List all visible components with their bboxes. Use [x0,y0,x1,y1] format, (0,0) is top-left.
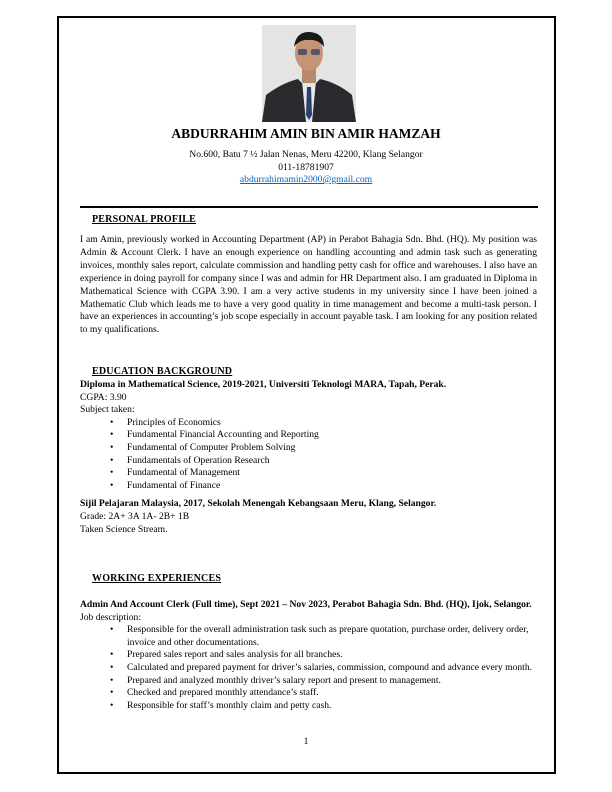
profile-photo [262,25,356,122]
list-item: • Fundamental of Management [80,467,540,480]
list-item: • Fundamental Financial Accounting and Reporting [80,429,540,442]
phone: 011-18781907 [278,162,334,173]
address: No.600, Batu 7 ½ Jalan Nenas, Meru 42200, Klang Selangor [189,149,423,160]
list-item: • Responsible for staff’s monthly claim and petty cash. [80,700,538,713]
cgpa: CGPA: 3.90 [80,391,127,403]
candidate-name: ABDURRAHIM AMIN BIN AMIR HAMZAH [171,126,441,141]
section-heading-education: EDUCATION BACKGROUND [92,366,233,377]
list-item: • Prepared sales report and sales analysis for all branches. [80,649,538,662]
email-link[interactable]: abdurrahimamin2000@gmail.com [239,174,373,185]
divider [80,206,538,208]
spm-stream: Taken Science Stream. [80,523,168,535]
list-item: • Principles of Economics [80,417,540,430]
list-item: • Checked and prepared monthly attendance’s staff. [80,687,538,700]
job-title: Admin And Account Clerk (Full time), Sept 2021 – Nov 2023, Perabot Bahagia Sdn. Bhd. (HQ), Ijok, Selangor. [80,599,532,610]
list-item: • Responsible for the overall administration task such as prepare quotation, purchase order, delivery order, invoice and other documentations. [80,624,538,649]
list-item: • Fundamental of Finance [80,480,540,493]
subjects-label: Subject taken: [80,404,135,416]
subject-list [80,417,540,493]
diploma-title: Diploma in Mathematical Science, 2019-2021, Universiti Teknologi MARA, Tapah, Perak. [80,379,447,390]
list-item: • Prepared and analyzed monthly driver’s salary report and present to management. [80,675,538,688]
list-item: • Fundamentals of Operation Research [80,455,540,468]
section-heading-work: WORKING EXPERIENCES [92,573,222,584]
spm-grade: Grade: 2A+ 3A 1A- 2B+ 1B [80,510,190,522]
list-item: • Calculated and prepared payment for driver’s salaries, commission, compound and advance every month. [80,662,538,675]
job-desc-label: Job description: [80,611,142,623]
page-number: 1 [303,736,309,747]
section-heading-profile: PERSONAL PROFILE [92,214,197,225]
list-item: • Fundamental of Computer Problem Solving [80,442,540,455]
spm-title: Sijil Pelajaran Malaysia, 2017, Sekolah Menengah Kebangsaan Meru, Klang, Selangor. [80,498,437,510]
duty-list [80,624,538,712]
profile-text: I am Amin, previously worked in Accounting Department (AP) in Perabot Bahagia Sdn. Bhd. (HQ). My position was Admin & Account Clerk. I have an enough experience on handling accounting and admin task such as generating invoices, monthly sales report, calculate commission and handling petty cash for office and warehouses. I also have an experience in doing payroll for company since I was and admin for HR Department also. I am graduated in Diploma in Mathematical Science with CGPA 3.90. I am a very active students in my university since I have been joined a Mathematic Club which leads me to have a very good quality in time management and become a multi-task person. I have an experiences in accounting’s job scope especially in account payable task. I am looking for any position related to my qualifications. [80,234,537,336]
